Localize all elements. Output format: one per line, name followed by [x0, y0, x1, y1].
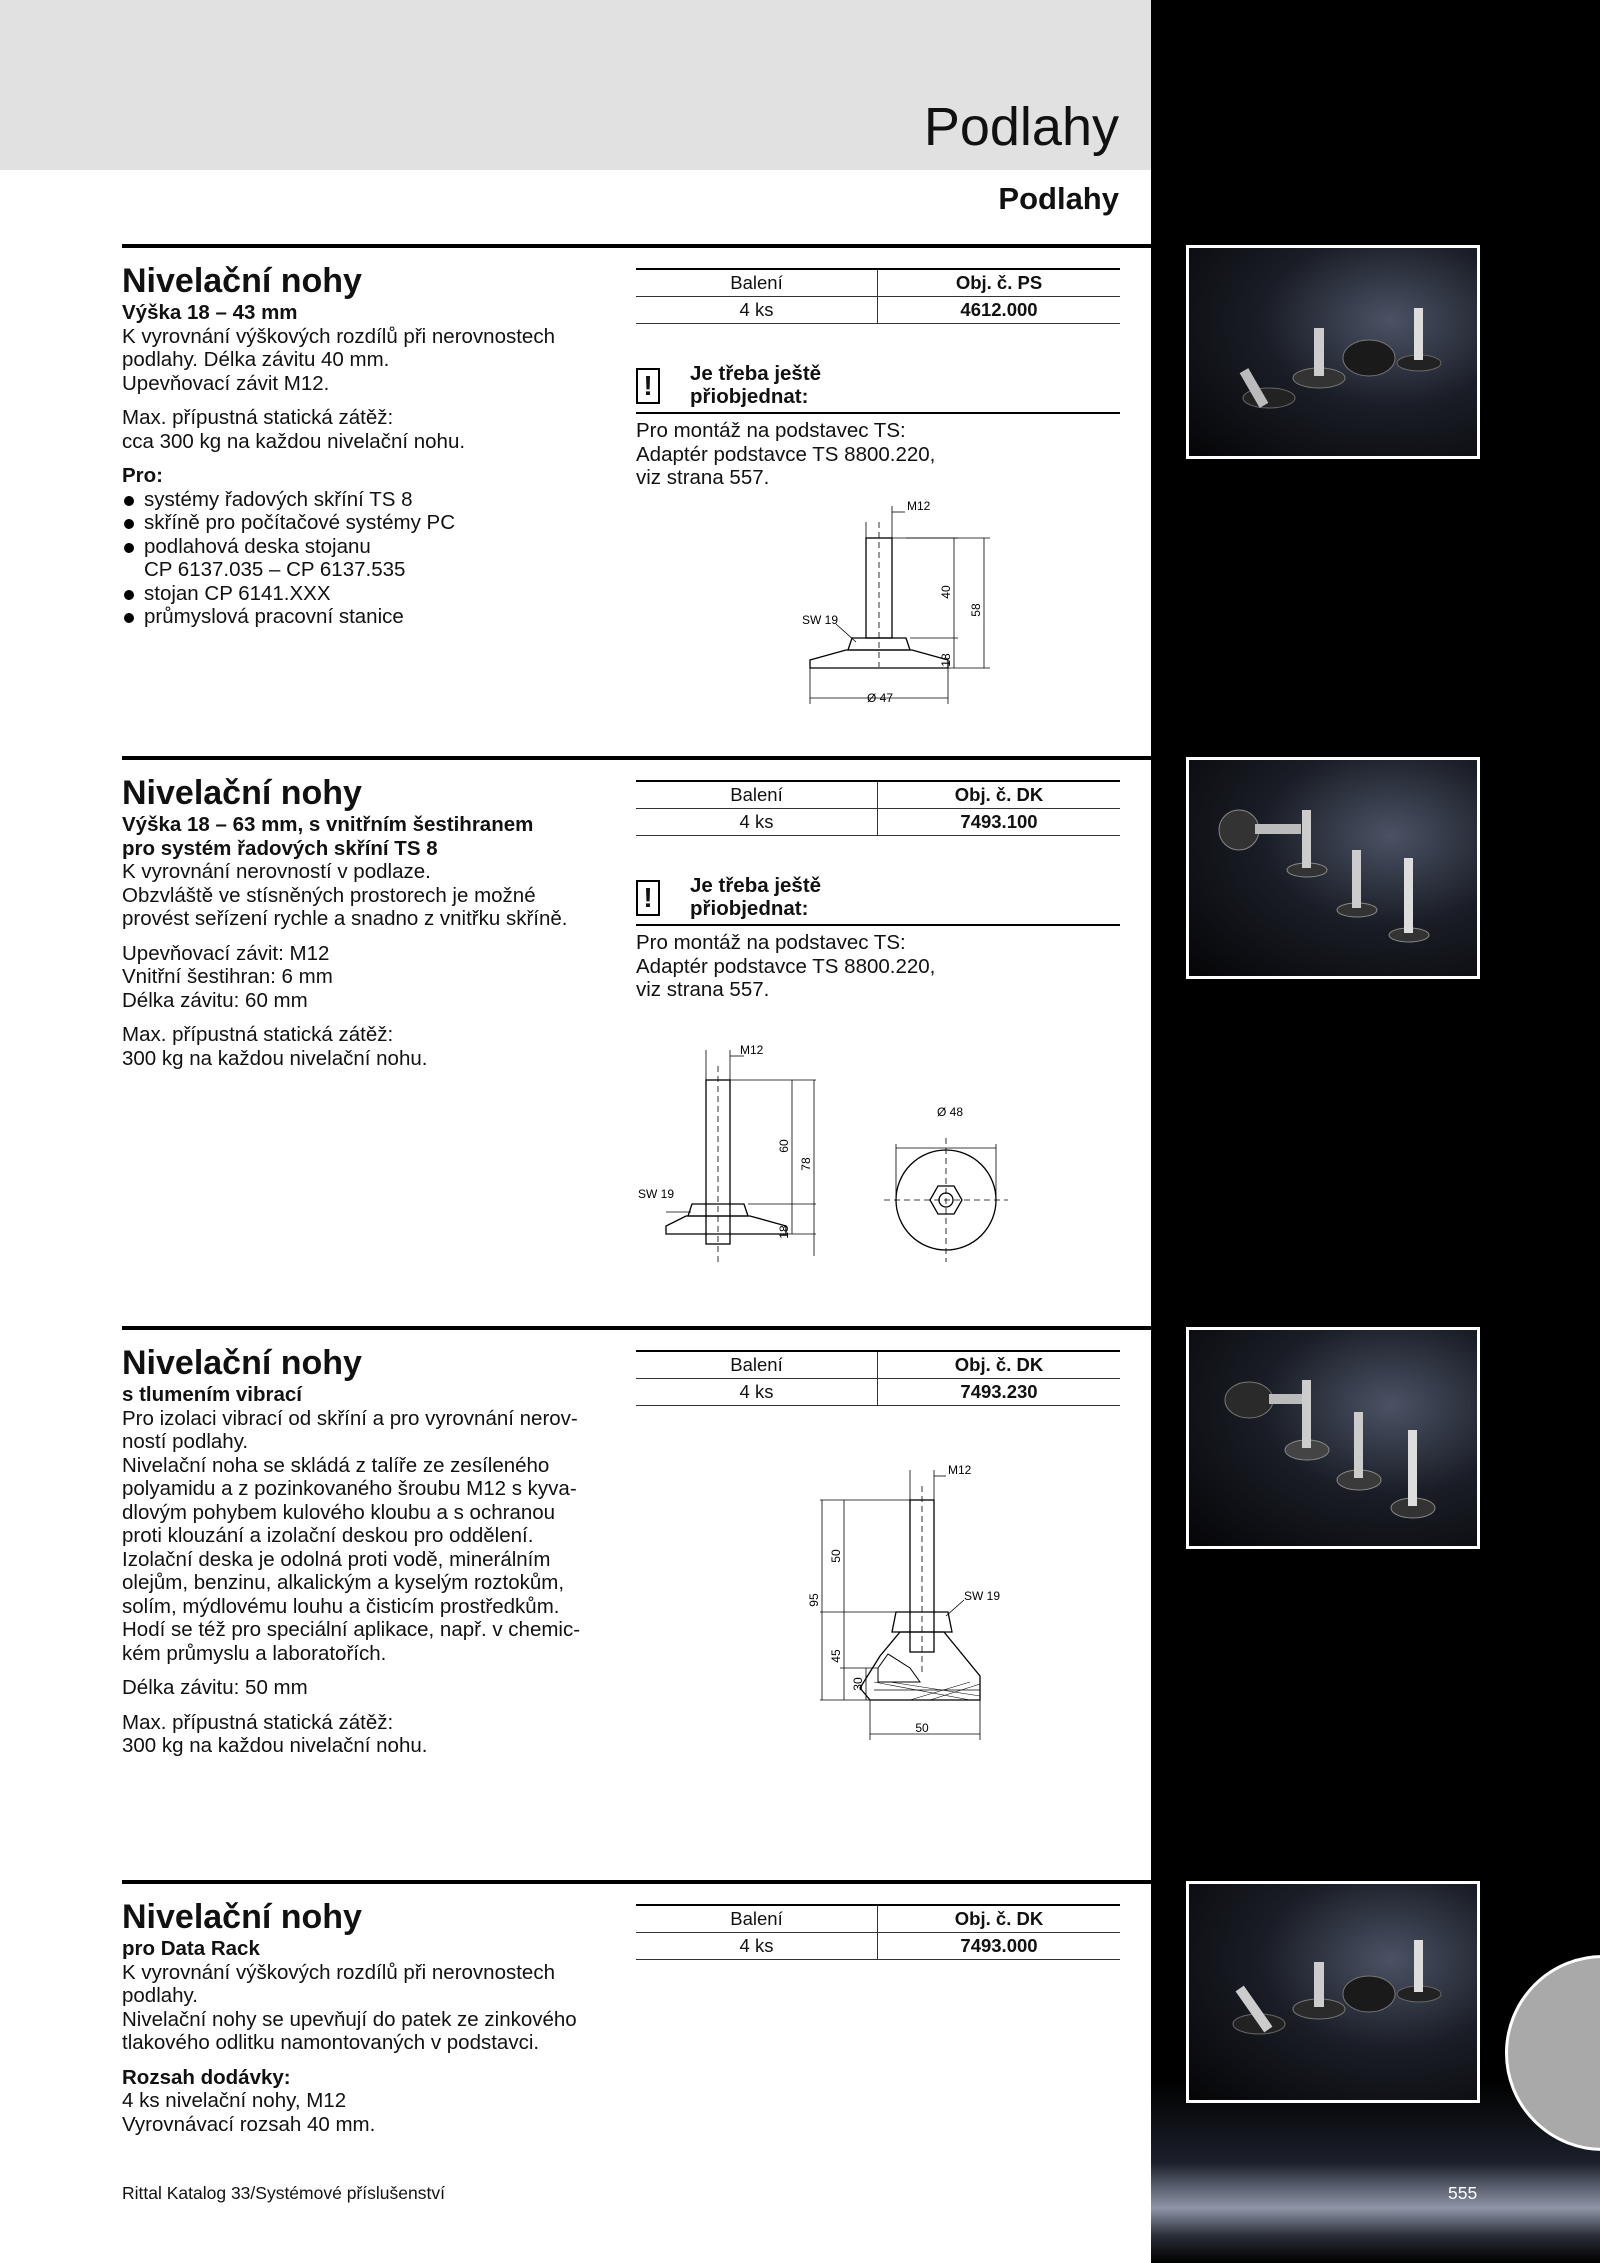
dim-label: 58 — [969, 603, 983, 617]
exclamation-icon: ! — [636, 880, 660, 916]
section-subtitle: s tlumením vibrací — [122, 1383, 303, 1406]
dim-label: 45 — [829, 1649, 843, 1663]
order-table: Balení Obj. č. PS 4 ks 4612.000 — [636, 268, 1120, 324]
order-table: Balení Obj. č. DK 4 ks 7493.230 — [636, 1350, 1120, 1406]
technical-drawing — [780, 492, 1010, 717]
application-list — [122, 488, 617, 629]
order-note-text: Pro montáž na podstavec TS: Adaptér podstavce TS 8800.220, viz strana 557. — [636, 931, 936, 1001]
order-table: Balení Obj. č. DK 4 ks 7493.100 — [636, 780, 1120, 836]
product-photo — [1186, 245, 1480, 459]
section-description: s tlumením vibrací Pro izolaci vibrací od skříní a pro vyrovnání nerov- ností podlahy. Nivelační noha se skládá z talíře ze zesíleného polyamidu a z pozinkovaného šroubu M12 s kyva- dlovým pohybem kulového kloubu a s ochranou proti klouzání a izolační deskou pro oddělení. Izolační deska je odolná proti vodě, minerálním olejům, benzinu, alkalickým a kyselým roztokům, solím, mýdlovému louhu a čisticím prostředkům. Hodí se též pro speciální aplikace, např. v chemic- kém průmyslu a laboratořích. Délka závitu: 50 mm Max. přípustná statická zátěž: 300 kg na každou nivelační nohu. — [122, 1383, 581, 1757]
list-item: skříně pro počítačové systémy PC — [122, 511, 617, 535]
leveling-feet-image — [1189, 1330, 1477, 1546]
section-divider — [122, 1880, 1151, 1884]
dim-wrench-label: SW 19 — [638, 1187, 675, 1201]
section-title: Nivelační nohy — [122, 774, 362, 812]
order-note-header: ! Je třeba ještě přiobjednat: — [636, 362, 1120, 414]
dim-diameter-label: Ø 48 — [936, 1105, 964, 1119]
order-note-header: ! Je třeba ještě přiobjednat: — [636, 874, 1120, 926]
product-photo — [1186, 1881, 1480, 2103]
list-item: stojan CP 6141.XXX — [122, 582, 617, 606]
dim-thread-label: M12 — [740, 1043, 764, 1057]
section-description: Výška 18 – 63 mm, s vnitřním šestihranem pro systém řadových skříní TS 8 K vyrovnání nerovností v podlaze. Obzvláště ve stísněných prostorech je možné provést seřízení rychle a snadno z vnitřku skříně. Upevňovací závit: M12 Vnitřní šestihran: 6 mm Délka závitu: 60 mm Max. přípustná statická zátěž: 300 kg na každou nivelační nohu. — [122, 813, 568, 1070]
dim-wrench-label: SW 19 — [802, 613, 839, 627]
section-description: pro Data Rack K vyrovnání výškových rozdílů při nerovnostech podlahy. Nivelační nohy se upevňují do patek ze zinkového tlakového odlitku namontovaných v podstavci. Rozsah dodávky: 4 ks nivelační nohy, M12 Vyrovnávací rozsah 40 mm. — [122, 1937, 577, 2136]
dim-label: 40 — [939, 585, 953, 599]
product-photo — [1186, 757, 1480, 979]
technical-drawing — [636, 1036, 1026, 1268]
page-subtitle: Podlahy — [998, 181, 1119, 216]
dim-label: 95 — [807, 1593, 821, 1607]
exclamation-icon: ! — [636, 368, 660, 404]
list-item: podlahová deska stojanu CP 6137.035 – CP 6137.535 — [122, 535, 617, 582]
dim-label: 18 — [939, 653, 953, 667]
dim-label: 18 — [777, 1225, 791, 1239]
dim-label: 60 — [777, 1139, 791, 1153]
dim-label: 50 — [915, 1721, 929, 1735]
dim-label: 30 — [851, 1677, 865, 1691]
dim-wrench-label: SW 19 — [964, 1589, 1001, 1603]
dim-thread-label: M12 — [907, 499, 931, 513]
section-subtitle: Výška 18 – 63 mm, s vnitřním šestihranem — [122, 813, 534, 836]
page-number: 555 — [1448, 2183, 1478, 2203]
page-title: Podlahy — [923, 97, 1119, 157]
dim-label: 50 — [829, 1549, 843, 1563]
dim-diameter-label: Ø 47 — [866, 691, 894, 705]
order-note-text: Pro montáž na podstavec TS: Adaptér podstavce TS 8800.220, viz strana 557. — [636, 419, 936, 489]
section-subtitle: pro Data Rack — [122, 1937, 260, 1960]
technical-drawing — [770, 1456, 1020, 1746]
section-title: Nivelační nohy — [122, 262, 362, 300]
delivery-label: Rozsah dodávky: — [122, 2065, 291, 2089]
pro-label: Pro: — [122, 464, 163, 487]
list-item: systémy řadových skříní TS 8 — [122, 488, 617, 512]
section-subtitle: Výška 18 – 43 mm — [122, 301, 298, 324]
dim-thread-label: M12 — [948, 1463, 972, 1477]
section-title: Nivelační nohy — [122, 1344, 362, 1382]
leveling-feet-image — [1189, 1884, 1477, 2100]
section-divider — [122, 1326, 1151, 1330]
leveling-feet-image — [1189, 248, 1477, 456]
list-item: průmyslová pracovní stanice — [122, 605, 617, 629]
section-divider — [122, 756, 1151, 760]
footer-catalog-label: Rittal Katalog 33/Systémové příslušenství — [122, 2183, 445, 2203]
section-description: Výška 18 – 43 mm K vyrovnání výškových rozdílů při nerovnostech podlahy. Délka závitu 40 mm. Upevňovací závit M12. Max. přípustná statická zátěž: cca 300 kg na každou nivelační nohu. Pro: systémy řadových skříní TS 8 skříně pro počítačové systémy PC podlahová deska stojanu CP 6137.035 – CP 6137.535 stojan CP 6141.XXX průmyslová pracovní stanice — [122, 301, 617, 629]
product-photo — [1186, 1327, 1480, 1549]
section-title: Nivelační nohy — [122, 1898, 362, 1936]
leveling-feet-image — [1189, 760, 1477, 976]
section-divider — [122, 244, 1151, 248]
dim-label: 78 — [799, 1157, 813, 1171]
order-table: Balení Obj. č. DK 4 ks 7493.000 — [636, 1904, 1120, 1960]
